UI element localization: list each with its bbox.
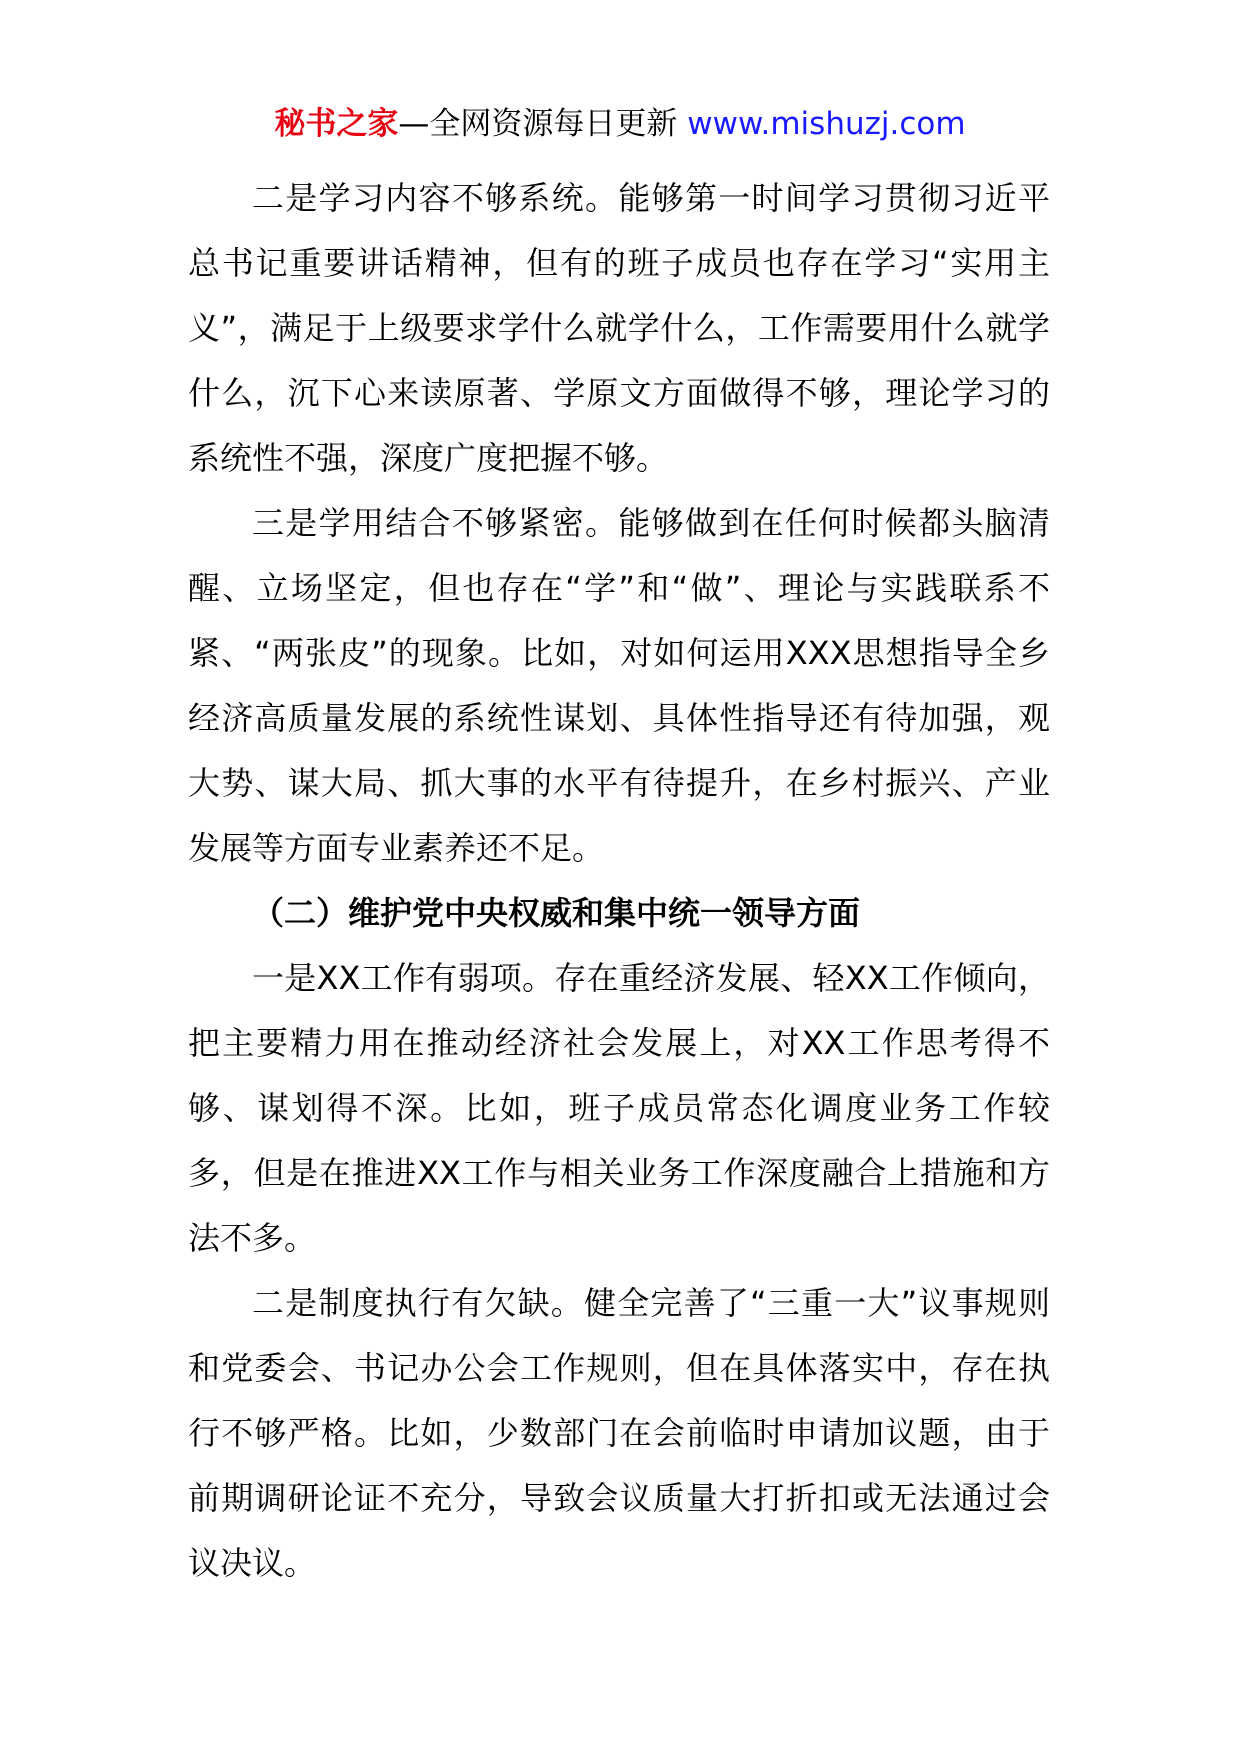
- site-url-link[interactable]: www.mishuzj.com: [687, 106, 966, 142]
- paragraph-system-execution: 二是制度执行有欠缺。健全完善了“三重一大”议事规则和党委会、书记办公会工作规则，但在具体落实中，存在执行不够严格。比如，少数部门在会前临时申请加议题，由于前期调研论证不充分，导致会议质量大打折扣或无法通过会议决议。: [188, 1284, 1050, 1582]
- header-tagline: —全网资源每日更新: [398, 106, 678, 142]
- paragraph-xx-work: 一是XX工作有弱项。存在重经济发展、轻XX工作倾向，把主要精力用在推动经济社会发展上，对XX工作思考得不够、谋划得不深。比如，班子成员常态化调度业务工作较多，但是在推进XX工作与相关业务工作深度融合上措施和方法不多。: [188, 959, 1050, 1257]
- brand-name: 秘书之家: [274, 106, 399, 142]
- section-heading: （二）维护党中央权威和集中统一领导方面: [252, 894, 861, 932]
- page-header: [0, 104, 1240, 144]
- paragraph-study-application: 三是学用结合不够紧密。能够做到在任何时候都头脑清醒、立场坚定，但也存在“学”和“做”、理论与实践联系不紧、“两张皮”的现象。比如，对如何运用XXX思想指导全乡经济高质量发展的系统性谋划、具体性指导还有待加强，观大势、谋大局、抓大事的水平有待提升，在乡村振兴、产业发展等方面专业素养还不足。: [188, 504, 1050, 867]
- document-body: [188, 166, 1050, 1596]
- paragraph-study-content: 二是学习内容不够系统。能够第一时间学习贯彻习近平总书记重要讲话精神，但有的班子成员也存在学习“实用主义”，满足于上级要求学什么就学什么，工作需要用什么就学什么，沉下心来读原著、学原文方面做得不够，理论学习的系统性不强，深度广度把握不够。: [188, 179, 1050, 477]
